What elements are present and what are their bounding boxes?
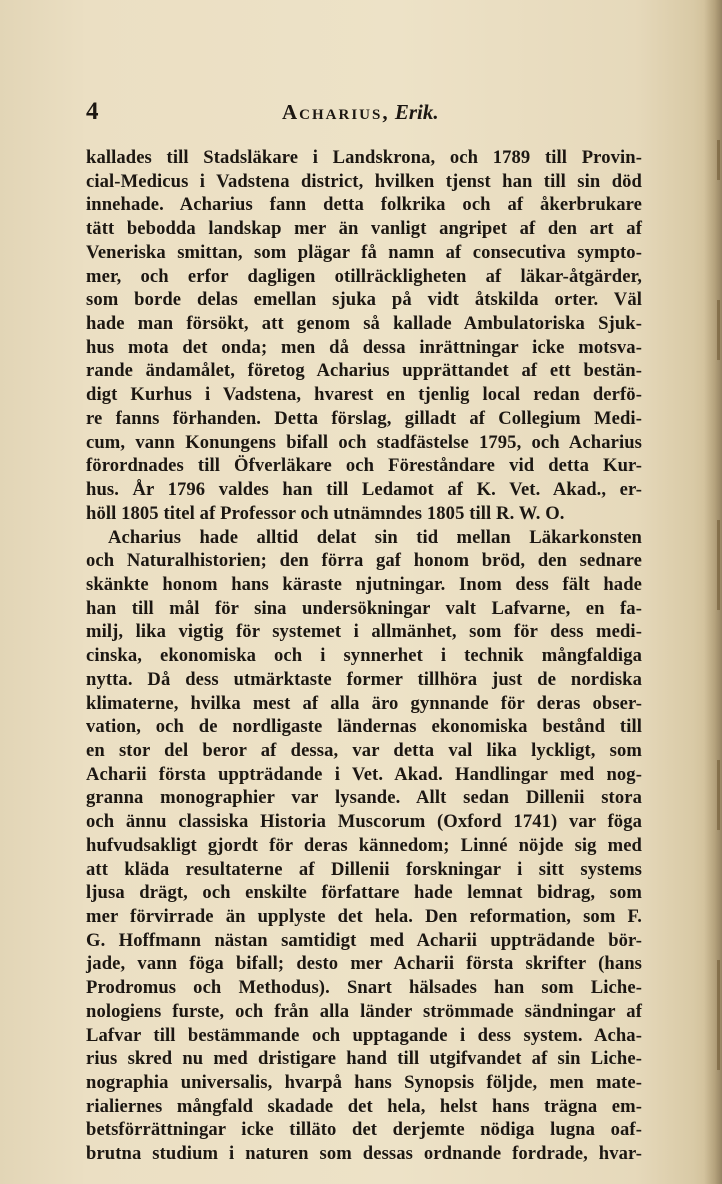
text-line: höll 1805 titel af Professor och utnämndes 1805 till R. W. O.	[86, 502, 565, 524]
text-line: hus mota det onda; men då dessa inrättningar icke motsva-	[86, 336, 642, 358]
text-line: hus. År 1796 valdes han till Ledamot af K. Vet. Akad., er-	[86, 479, 642, 501]
text-line: en stor del beror af dessa, var detta val lika lyckligt, som	[86, 739, 642, 761]
text-line: vation, och de nordligaste ländernas ekonomiska bestånd till	[86, 716, 642, 738]
text-line: innehade. Acharius fann detta folkrika och af åkerbrukare	[86, 194, 642, 216]
text-line: skänkte honom hans käraste njutningar. Inom dess fält hade	[86, 573, 642, 595]
page-number: 4	[86, 98, 99, 125]
text-line: cial-Medicus i Vadstena district, hvilken tjenst han till sin död	[86, 170, 642, 192]
text-line: hade man försökt, att genom så kallade Ambulatoriska Sjuk-	[86, 313, 642, 335]
edge-mark	[717, 960, 720, 1070]
text-line: milj, lika vigtig för systemet i allmänhet, som för dess medi-	[86, 621, 642, 643]
text-line: och ännu classiska Historia Muscorum (Oxford 1741) var föga	[86, 811, 642, 833]
text-line: rande ändamålet, företog Acharius upprättandet af ett bestän-	[86, 360, 642, 382]
text-line: Veneriska smittan, som plägar få namn af consecutiva sympto-	[86, 241, 642, 263]
edge-mark	[717, 520, 720, 610]
running-head-surname: Acharius	[282, 100, 383, 124]
text-line: Prodromus och Methodus). Snart hälsades han som Liche-	[86, 977, 642, 999]
text-line: granna monographier var lysande. Allt sedan Dillenii stora	[86, 787, 642, 809]
text-line: mer förvirrade än upplyste det hela. Den reformation, som F.	[86, 906, 642, 927]
page-header	[86, 96, 646, 130]
text-line: nographia universalis, hvarpå hans Synopsis följde, men mate-	[86, 1072, 642, 1094]
text-line: G. Hoffmann nästan samtidigt med Acharii uppträdande bör-	[86, 929, 642, 951]
text-line: han till mål för sina undersökningar valt Lafvarne, en fa-	[86, 597, 642, 619]
text-line: Acharii första uppträdande i Vet. Akad. Handlingar med nog-	[86, 763, 642, 785]
text-line: rius skred nu med dristigare hand till utgifvandet af sin Liche-	[86, 1048, 642, 1070]
text-line: tätt bebodda landskap mer än vanligt angripet af den art af	[86, 218, 642, 240]
text-line: brutna studium i naturen som dessas ordnande fordrade, hvar-	[86, 1143, 642, 1165]
running-head: Acharius, Erik.	[282, 100, 439, 124]
text-line: re fanns förhanden. Detta förslag, gilladt af Collegium Medi-	[86, 407, 642, 429]
text-line: klimaterne, hvilka mest af alla äro gynnande för deras obser-	[86, 692, 642, 714]
text-line: mer, och erfor dagligen otillräckligheten af läkar-åtgärder,	[86, 265, 642, 287]
text-line: rialiernes mångfald skadade det hela, helst hans trägna em-	[86, 1095, 642, 1117]
text-line: att kläda resultaterne af Dillenii forskningar i sitt systems	[86, 858, 642, 880]
text-line: betsförrättningar icke tilläto det derjemte nödiga lugna oaf-	[86, 1119, 642, 1141]
text-line: som borde delas emellan sjuka på vidt åtskilda orter. Väl	[86, 289, 642, 311]
paragraph-first-line: Acharius hade alltid delat sin tid mellan Läkarkonsten	[108, 526, 642, 548]
text-line: förordnades till Öfverläkare och Föreståndare vid detta Kur-	[86, 455, 642, 477]
body-text	[86, 146, 642, 1166]
running-head-given-name: Erik.	[394, 100, 439, 124]
text-line: och Naturalhistorien; den förra gaf honom bröd, den sednare	[86, 550, 642, 572]
edge-mark	[717, 300, 720, 360]
text-line: nologiens furste, och från alla länder strömmade sändningar af	[86, 1000, 642, 1022]
edge-mark	[717, 760, 720, 830]
text-line: jade, vann föga bifall; desto mer Acharii första skrifter (hans	[86, 953, 642, 975]
text-line: cum, vann Konungens bifall och stadfästelse 1795, och Acharius	[86, 431, 642, 453]
text-line: kallades till Stadsläkare i Landskrona, och 1789 till Provin-	[86, 147, 642, 168]
text-line: Lafvar till bestämmande och upptagande i dess system. Acha-	[86, 1024, 642, 1046]
text-line: digt Kurhus i Vadstena, hvarest en tjenlig local redan derfö-	[86, 384, 642, 406]
text-line: nytta. Då dess utmärktaste former tillhöra just de nordiska	[86, 668, 642, 690]
text-line: ljusa drägt, och enskilte författare hade lemnat bidrag, som	[86, 882, 642, 904]
edge-mark	[717, 140, 720, 180]
text-line: cinska, ekonomiska och i synnerhet i technik mångfaldiga	[86, 645, 642, 667]
text-line: hufvudsakligt gjordt för deras kännedom; Linné nöjde sig med	[86, 834, 642, 856]
